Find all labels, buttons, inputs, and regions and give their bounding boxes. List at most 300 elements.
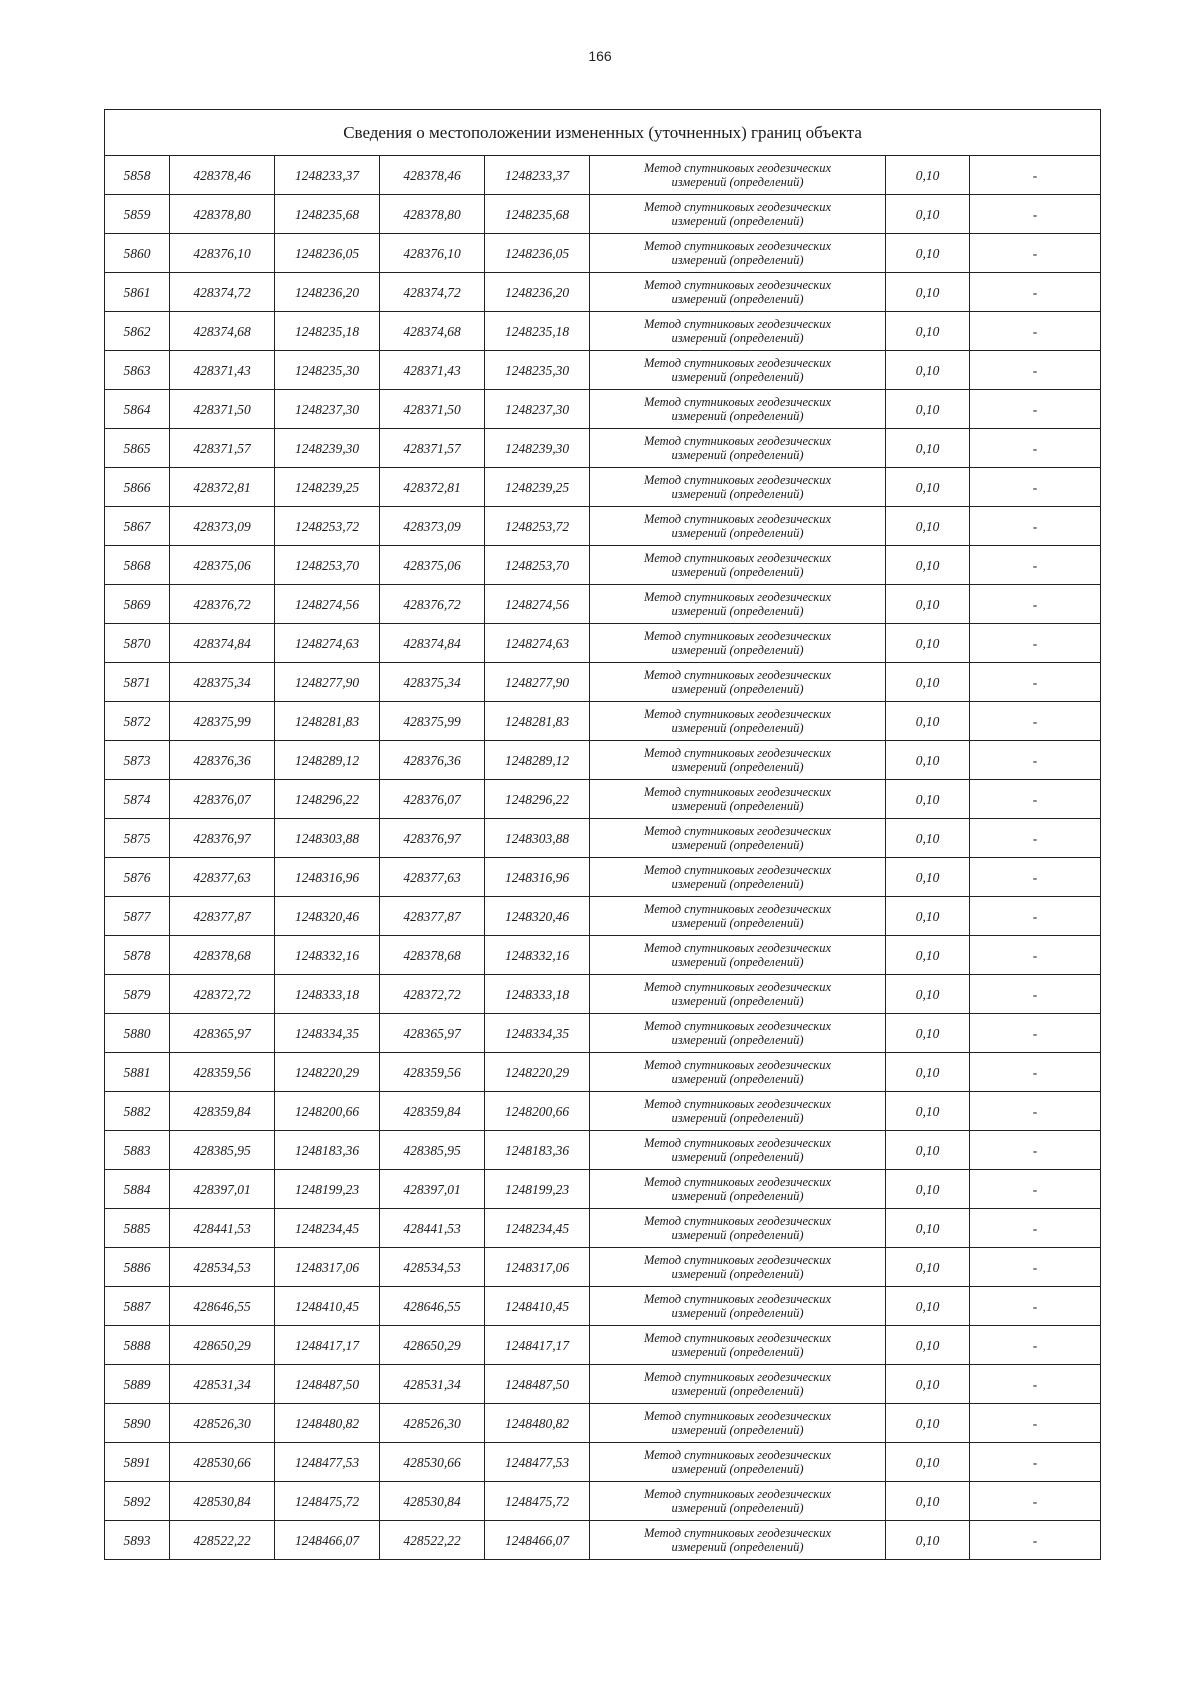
refined-y-cell: 1248239,30 — [485, 429, 590, 468]
point-number-cell: 5872 — [105, 702, 170, 741]
accuracy-cell: 0,10 — [886, 351, 970, 390]
method-line-2: измерений (определений) — [671, 838, 804, 852]
existing-y-cell: 1248477,53 — [275, 1443, 380, 1482]
refined-x-cell: 428374,72 — [380, 273, 485, 312]
refined-y-cell: 1248296,22 — [485, 780, 590, 819]
method-line-1: Метод спутниковых геодезических — [643, 1331, 832, 1345]
refined-x-cell: 428376,07 — [380, 780, 485, 819]
existing-y-cell: 1248199,23 — [275, 1170, 380, 1209]
method-line-1: Метод спутниковых геодезических — [643, 200, 832, 214]
method-line-2: измерений (определений) — [671, 565, 804, 579]
accuracy-cell: 0,10 — [886, 507, 970, 546]
method-line-1: Метод спутниковых геодезических — [643, 551, 832, 565]
refined-y-cell: 1248417,17 — [485, 1326, 590, 1365]
existing-x-cell: 428526,30 — [170, 1404, 275, 1443]
refined-x-cell: 428378,46 — [380, 156, 485, 195]
existing-y-cell: 1248200,66 — [275, 1092, 380, 1131]
table-row — [105, 741, 1101, 780]
existing-x-cell: 428397,01 — [170, 1170, 275, 1209]
refined-x-cell: 428531,34 — [380, 1365, 485, 1404]
method-cell — [590, 858, 886, 897]
point-number-cell: 5860 — [105, 234, 170, 273]
refined-y-cell: 1248236,05 — [485, 234, 590, 273]
method-line-1: Метод спутниковых геодезических — [643, 1019, 832, 1033]
table-row — [105, 975, 1101, 1014]
accuracy-cell: 0,10 — [886, 1404, 970, 1443]
note-cell: - — [970, 741, 1101, 780]
point-number-cell: 5887 — [105, 1287, 170, 1326]
method-cell — [590, 975, 886, 1014]
table-row — [105, 468, 1101, 507]
table-row — [105, 1326, 1101, 1365]
note-cell: - — [970, 936, 1101, 975]
method-cell — [590, 1365, 886, 1404]
existing-x-cell: 428377,63 — [170, 858, 275, 897]
method-line-1: Метод спутниковых геодезических — [643, 1214, 832, 1228]
existing-x-cell: 428530,66 — [170, 1443, 275, 1482]
accuracy-cell: 0,10 — [886, 702, 970, 741]
method-line-2: измерений (определений) — [671, 916, 804, 930]
method-line-2: измерений (определений) — [671, 1111, 804, 1125]
note-cell: - — [970, 273, 1101, 312]
point-number-cell: 5859 — [105, 195, 170, 234]
existing-x-cell: 428378,46 — [170, 156, 275, 195]
existing-x-cell: 428359,56 — [170, 1053, 275, 1092]
method-line-1: Метод спутниковых геодезических — [643, 512, 832, 526]
existing-x-cell: 428650,29 — [170, 1326, 275, 1365]
accuracy-cell: 0,10 — [886, 1521, 970, 1560]
note-cell: - — [970, 1092, 1101, 1131]
note-cell: - — [970, 156, 1101, 195]
table-row — [105, 624, 1101, 663]
refined-y-cell: 1248303,88 — [485, 819, 590, 858]
point-number-cell: 5882 — [105, 1092, 170, 1131]
accuracy-cell: 0,10 — [886, 273, 970, 312]
refined-y-cell: 1248253,72 — [485, 507, 590, 546]
point-number-cell: 5879 — [105, 975, 170, 1014]
accuracy-cell: 0,10 — [886, 1443, 970, 1482]
refined-y-cell: 1248253,70 — [485, 546, 590, 585]
method-cell — [590, 429, 886, 468]
method-line-2: измерений (определений) — [671, 955, 804, 969]
method-line-2: измерений (определений) — [671, 175, 804, 189]
refined-x-cell: 428374,68 — [380, 312, 485, 351]
refined-y-cell: 1248233,37 — [485, 156, 590, 195]
note-cell: - — [970, 1170, 1101, 1209]
method-cell — [590, 273, 886, 312]
method-line-1: Метод спутниковых геодезических — [643, 785, 832, 799]
method-cell — [590, 312, 886, 351]
method-line-2: измерений (определений) — [671, 994, 804, 1008]
refined-y-cell: 1248316,96 — [485, 858, 590, 897]
table-row — [105, 1287, 1101, 1326]
point-number-cell: 5861 — [105, 273, 170, 312]
note-cell: - — [970, 897, 1101, 936]
existing-x-cell: 428373,09 — [170, 507, 275, 546]
note-cell: - — [970, 1482, 1101, 1521]
point-number-cell: 5858 — [105, 156, 170, 195]
method-line-1: Метод спутниковых геодезических — [643, 902, 832, 916]
note-cell: - — [970, 546, 1101, 585]
accuracy-cell: 0,10 — [886, 546, 970, 585]
existing-y-cell: 1248334,35 — [275, 1014, 380, 1053]
table-row — [105, 1014, 1101, 1053]
note-cell: - — [970, 1365, 1101, 1404]
accuracy-cell: 0,10 — [886, 1482, 970, 1521]
method-cell — [590, 1170, 886, 1209]
refined-x-cell: 428375,34 — [380, 663, 485, 702]
table-row — [105, 702, 1101, 741]
table-row — [105, 780, 1101, 819]
method-cell — [590, 780, 886, 819]
table-row — [105, 351, 1101, 390]
existing-x-cell: 428371,43 — [170, 351, 275, 390]
method-line-1: Метод спутниковых геодезических — [643, 278, 832, 292]
existing-y-cell: 1248239,25 — [275, 468, 380, 507]
existing-x-cell: 428374,84 — [170, 624, 275, 663]
table-row — [105, 1092, 1101, 1131]
refined-y-cell: 1248235,30 — [485, 351, 590, 390]
refined-x-cell: 428530,66 — [380, 1443, 485, 1482]
table-row — [105, 585, 1101, 624]
existing-y-cell: 1248274,63 — [275, 624, 380, 663]
refined-y-cell: 1248234,45 — [485, 1209, 590, 1248]
point-number-cell: 5870 — [105, 624, 170, 663]
accuracy-cell: 0,10 — [886, 819, 970, 858]
method-line-1: Метод спутниковых геодезических — [643, 746, 832, 760]
accuracy-cell: 0,10 — [886, 156, 970, 195]
method-line-1: Метод спутниковых геодезических — [643, 434, 832, 448]
existing-x-cell: 428359,84 — [170, 1092, 275, 1131]
refined-x-cell: 428646,55 — [380, 1287, 485, 1326]
existing-x-cell: 428378,80 — [170, 195, 275, 234]
method-cell — [590, 1014, 886, 1053]
accuracy-cell: 0,10 — [886, 1365, 970, 1404]
method-line-1: Метод спутниковых геодезических — [643, 980, 832, 994]
table-row — [105, 1170, 1101, 1209]
note-cell: - — [970, 1014, 1101, 1053]
method-line-2: измерений (определений) — [671, 1033, 804, 1047]
refined-x-cell: 428359,84 — [380, 1092, 485, 1131]
method-line-2: измерений (определений) — [671, 682, 804, 696]
method-line-1: Метод спутниковых геодезических — [643, 161, 832, 175]
table-row — [105, 1248, 1101, 1287]
existing-x-cell: 428375,99 — [170, 702, 275, 741]
note-cell: - — [970, 234, 1101, 273]
accuracy-cell: 0,10 — [886, 1287, 970, 1326]
refined-y-cell: 1248320,46 — [485, 897, 590, 936]
method-line-1: Метод спутниковых геодезических — [643, 1175, 832, 1189]
point-number-cell: 5889 — [105, 1365, 170, 1404]
existing-x-cell: 428365,97 — [170, 1014, 275, 1053]
existing-y-cell: 1248317,06 — [275, 1248, 380, 1287]
method-cell — [590, 897, 886, 936]
point-number-cell: 5876 — [105, 858, 170, 897]
method-line-2: измерений (определений) — [671, 604, 804, 618]
existing-y-cell: 1248236,05 — [275, 234, 380, 273]
refined-x-cell: 428522,22 — [380, 1521, 485, 1560]
refined-y-cell: 1248332,16 — [485, 936, 590, 975]
point-number-cell: 5866 — [105, 468, 170, 507]
accuracy-cell: 0,10 — [886, 195, 970, 234]
existing-x-cell: 428376,72 — [170, 585, 275, 624]
method-cell — [590, 1482, 886, 1521]
existing-x-cell: 428376,36 — [170, 741, 275, 780]
table-row — [105, 1209, 1101, 1248]
method-line-2: измерений (определений) — [671, 643, 804, 657]
existing-x-cell: 428534,53 — [170, 1248, 275, 1287]
refined-x-cell: 428374,84 — [380, 624, 485, 663]
refined-y-cell: 1248236,20 — [485, 273, 590, 312]
existing-y-cell: 1248277,90 — [275, 663, 380, 702]
point-number-cell: 5878 — [105, 936, 170, 975]
method-line-1: Метод спутниковых геодезических — [643, 629, 832, 643]
existing-x-cell: 428530,84 — [170, 1482, 275, 1521]
method-line-1: Метод спутниковых геодезических — [643, 668, 832, 682]
method-cell — [590, 1521, 886, 1560]
existing-y-cell: 1248281,83 — [275, 702, 380, 741]
note-cell: - — [970, 1131, 1101, 1170]
method-line-1: Метод спутниковых геодезических — [643, 1097, 832, 1111]
refined-y-cell: 1248237,30 — [485, 390, 590, 429]
note-cell: - — [970, 819, 1101, 858]
existing-x-cell: 428371,50 — [170, 390, 275, 429]
existing-y-cell: 1248233,37 — [275, 156, 380, 195]
method-line-2: измерений (определений) — [671, 448, 804, 462]
refined-y-cell: 1248235,18 — [485, 312, 590, 351]
table-row — [105, 312, 1101, 351]
existing-x-cell: 428374,68 — [170, 312, 275, 351]
refined-y-cell: 1248289,12 — [485, 741, 590, 780]
method-line-1: Метод спутниковых геодезических — [643, 395, 832, 409]
method-line-2: измерений (определений) — [671, 1150, 804, 1164]
existing-x-cell: 428376,07 — [170, 780, 275, 819]
refined-x-cell: 428376,97 — [380, 819, 485, 858]
table-row — [105, 390, 1101, 429]
refined-x-cell: 428534,53 — [380, 1248, 485, 1287]
point-number-cell: 5867 — [105, 507, 170, 546]
refined-y-cell: 1248239,25 — [485, 468, 590, 507]
method-line-1: Метод спутниковых геодезических — [643, 863, 832, 877]
method-cell — [590, 585, 886, 624]
existing-y-cell: 1248303,88 — [275, 819, 380, 858]
method-cell — [590, 1248, 886, 1287]
existing-y-cell: 1248236,20 — [275, 273, 380, 312]
existing-y-cell: 1248253,70 — [275, 546, 380, 585]
method-cell — [590, 741, 886, 780]
refined-y-cell: 1248274,63 — [485, 624, 590, 663]
refined-y-cell: 1248477,53 — [485, 1443, 590, 1482]
refined-x-cell: 428371,43 — [380, 351, 485, 390]
existing-y-cell: 1248289,12 — [275, 741, 380, 780]
accuracy-cell: 0,10 — [886, 1014, 970, 1053]
existing-x-cell: 428371,57 — [170, 429, 275, 468]
method-cell — [590, 702, 886, 741]
method-line-2: измерений (определений) — [671, 1540, 804, 1554]
refined-x-cell: 428375,99 — [380, 702, 485, 741]
method-line-1: Метод спутниковых геодезических — [643, 1448, 832, 1462]
method-cell — [590, 546, 886, 585]
refined-y-cell: 1248334,35 — [485, 1014, 590, 1053]
method-line-2: измерений (определений) — [671, 1267, 804, 1281]
point-number-cell: 5885 — [105, 1209, 170, 1248]
method-line-1: Метод спутниковых геодезических — [643, 941, 832, 955]
point-number-cell: 5883 — [105, 1131, 170, 1170]
method-line-1: Метод спутниковых геодезических — [643, 1253, 832, 1267]
method-cell — [590, 1053, 886, 1092]
existing-x-cell: 428375,34 — [170, 663, 275, 702]
refined-y-cell: 1248281,83 — [485, 702, 590, 741]
method-line-1: Метод спутниковых геодезических — [643, 239, 832, 253]
existing-y-cell: 1248253,72 — [275, 507, 380, 546]
point-number-cell: 5892 — [105, 1482, 170, 1521]
existing-x-cell: 428385,95 — [170, 1131, 275, 1170]
refined-x-cell: 428650,29 — [380, 1326, 485, 1365]
table-row — [105, 429, 1101, 468]
accuracy-cell: 0,10 — [886, 858, 970, 897]
note-cell: - — [970, 1443, 1101, 1482]
point-number-cell: 5874 — [105, 780, 170, 819]
method-line-1: Метод спутниковых геодезических — [643, 317, 832, 331]
method-line-1: Метод спутниковых геодезических — [643, 356, 832, 370]
method-line-2: измерений (определений) — [671, 760, 804, 774]
method-line-2: измерений (определений) — [671, 331, 804, 345]
point-number-cell: 5877 — [105, 897, 170, 936]
method-line-2: измерений (определений) — [671, 1189, 804, 1203]
accuracy-cell: 0,10 — [886, 468, 970, 507]
refined-x-cell: 428378,68 — [380, 936, 485, 975]
existing-y-cell: 1248234,45 — [275, 1209, 380, 1248]
method-line-2: измерений (определений) — [671, 1384, 804, 1398]
refined-x-cell: 428530,84 — [380, 1482, 485, 1521]
existing-y-cell: 1248417,17 — [275, 1326, 380, 1365]
method-line-2: измерений (определений) — [671, 370, 804, 384]
existing-y-cell: 1248316,96 — [275, 858, 380, 897]
method-line-2: измерений (определений) — [671, 1072, 804, 1086]
refined-x-cell: 428377,63 — [380, 858, 485, 897]
point-number-cell: 5888 — [105, 1326, 170, 1365]
method-line-2: измерений (определений) — [671, 799, 804, 813]
existing-y-cell: 1248480,82 — [275, 1404, 380, 1443]
point-number-cell: 5884 — [105, 1170, 170, 1209]
existing-x-cell: 428378,68 — [170, 936, 275, 975]
point-number-cell: 5880 — [105, 1014, 170, 1053]
accuracy-cell: 0,10 — [886, 1209, 970, 1248]
refined-x-cell: 428371,57 — [380, 429, 485, 468]
method-cell — [590, 819, 886, 858]
table-row — [105, 936, 1101, 975]
method-line-1: Метод спутниковых геодезических — [643, 1526, 832, 1540]
refined-y-cell: 1248487,50 — [485, 1365, 590, 1404]
note-cell: - — [970, 1248, 1101, 1287]
table-row — [105, 1365, 1101, 1404]
method-line-1: Метод спутниковых геодезических — [643, 707, 832, 721]
refined-x-cell: 428372,72 — [380, 975, 485, 1014]
page-number: 166 — [588, 48, 612, 64]
note-cell: - — [970, 663, 1101, 702]
note-cell: - — [970, 780, 1101, 819]
method-line-1: Метод спутниковых геодезических — [643, 824, 832, 838]
note-cell: - — [970, 1326, 1101, 1365]
refined-y-cell: 1248466,07 — [485, 1521, 590, 1560]
accuracy-cell: 0,10 — [886, 780, 970, 819]
method-line-2: измерений (определений) — [671, 1306, 804, 1320]
accuracy-cell: 0,10 — [886, 936, 970, 975]
note-cell: - — [970, 429, 1101, 468]
refined-x-cell: 428375,06 — [380, 546, 485, 585]
refined-y-cell: 1248220,29 — [485, 1053, 590, 1092]
note-cell: - — [970, 351, 1101, 390]
existing-y-cell: 1248296,22 — [275, 780, 380, 819]
method-line-2: измерений (определений) — [671, 526, 804, 540]
point-number-cell: 5863 — [105, 351, 170, 390]
existing-x-cell: 428522,22 — [170, 1521, 275, 1560]
accuracy-cell: 0,10 — [886, 390, 970, 429]
method-cell — [590, 507, 886, 546]
method-line-2: измерений (определений) — [671, 1462, 804, 1476]
note-cell: - — [970, 1209, 1101, 1248]
note-cell: - — [970, 1287, 1101, 1326]
method-line-2: измерений (определений) — [671, 1228, 804, 1242]
note-cell: - — [970, 468, 1101, 507]
note-cell: - — [970, 624, 1101, 663]
method-cell — [590, 1326, 886, 1365]
method-cell — [590, 234, 886, 273]
method-cell — [590, 195, 886, 234]
note-cell: - — [970, 390, 1101, 429]
table-row — [105, 858, 1101, 897]
method-line-2: измерений (определений) — [671, 1501, 804, 1515]
method-line-2: измерений (определений) — [671, 253, 804, 267]
refined-x-cell: 428371,50 — [380, 390, 485, 429]
method-cell — [590, 351, 886, 390]
existing-y-cell: 1248320,46 — [275, 897, 380, 936]
refined-y-cell: 1248277,90 — [485, 663, 590, 702]
method-line-2: измерений (определений) — [671, 721, 804, 735]
point-number-cell: 5862 — [105, 312, 170, 351]
refined-x-cell: 428377,87 — [380, 897, 485, 936]
refined-y-cell: 1248475,72 — [485, 1482, 590, 1521]
existing-x-cell: 428372,72 — [170, 975, 275, 1014]
existing-x-cell: 428376,10 — [170, 234, 275, 273]
point-number-cell: 5891 — [105, 1443, 170, 1482]
point-number-cell: 5881 — [105, 1053, 170, 1092]
table-row — [105, 195, 1101, 234]
note-cell: - — [970, 858, 1101, 897]
method-cell — [590, 1131, 886, 1170]
refined-x-cell: 428526,30 — [380, 1404, 485, 1443]
method-line-1: Метод спутниковых геодезических — [643, 1487, 832, 1501]
method-line-1: Метод спутниковых геодезических — [643, 1292, 832, 1306]
refined-y-cell: 1248199,23 — [485, 1170, 590, 1209]
note-cell: - — [970, 312, 1101, 351]
existing-x-cell: 428531,34 — [170, 1365, 275, 1404]
method-line-2: измерений (определений) — [671, 292, 804, 306]
boundary-coordinates-table — [104, 109, 1101, 1560]
existing-x-cell: 428375,06 — [170, 546, 275, 585]
table-row — [105, 156, 1101, 195]
method-cell — [590, 1287, 886, 1326]
accuracy-cell: 0,10 — [886, 741, 970, 780]
accuracy-cell: 0,10 — [886, 585, 970, 624]
method-line-1: Метод спутниковых геодезических — [643, 590, 832, 604]
point-number-cell: 5873 — [105, 741, 170, 780]
refined-y-cell: 1248317,06 — [485, 1248, 590, 1287]
refined-y-cell: 1248410,45 — [485, 1287, 590, 1326]
table-row — [105, 1131, 1101, 1170]
accuracy-cell: 0,10 — [886, 1326, 970, 1365]
table-row — [105, 897, 1101, 936]
